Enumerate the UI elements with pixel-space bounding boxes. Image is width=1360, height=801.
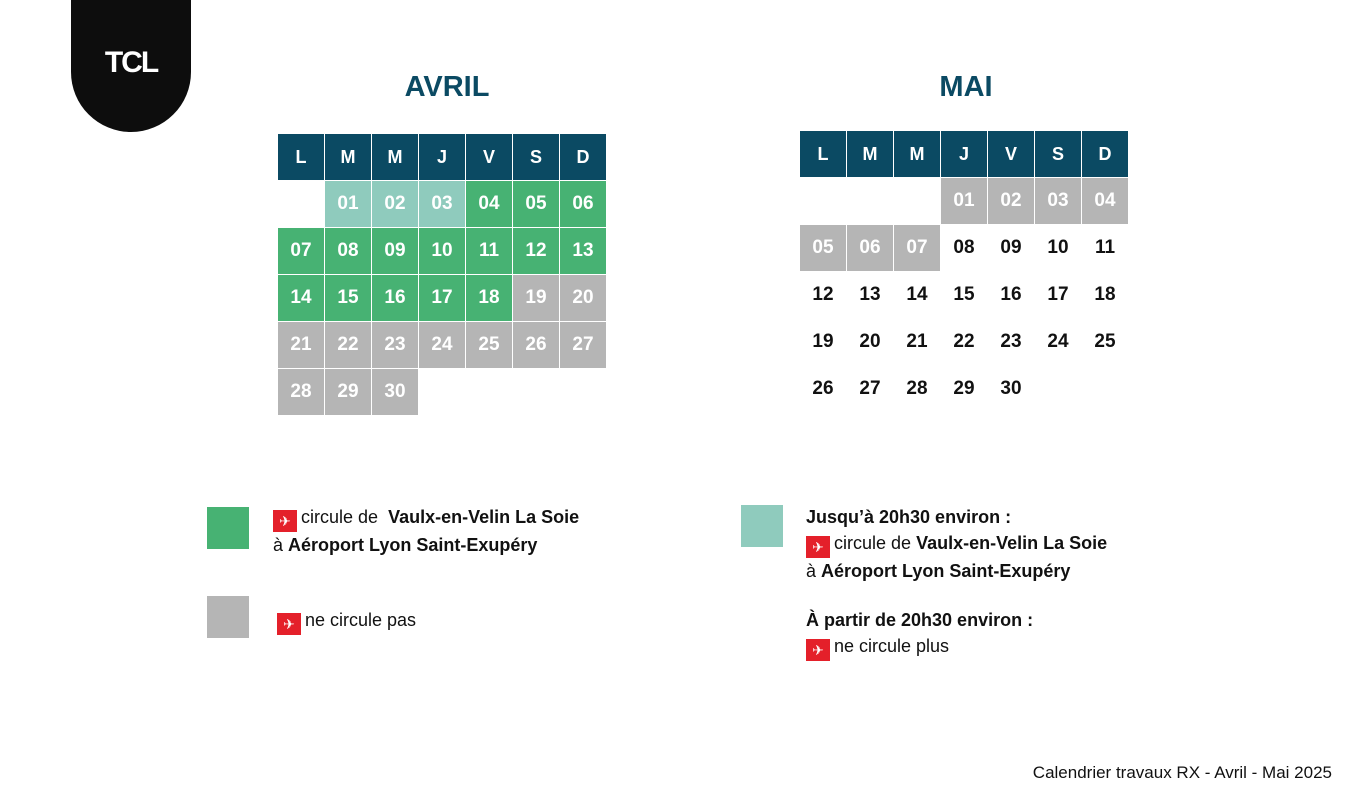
day-cell: 29 (941, 366, 987, 412)
week-row (278, 228, 607, 275)
legend-grey-text (277, 607, 416, 635)
day-cell: 26 (513, 322, 559, 368)
day-cell: 10 (419, 228, 465, 274)
day-cell: 10 (1035, 225, 1081, 271)
day-cell: 05 (513, 181, 559, 227)
week-row (278, 369, 607, 416)
week-row (800, 366, 1129, 413)
weekday-header: M (847, 131, 893, 177)
day-cell: 21 (278, 322, 324, 368)
day-cell: 19 (800, 319, 846, 365)
legend-teal-destination: Aéroport Lyon Saint-Exupéry (821, 561, 1071, 581)
day-cell: 27 (560, 322, 606, 368)
day-cell: 16 (372, 275, 418, 321)
legend-teal-label: ne circule plus (834, 636, 950, 656)
empty-cell (847, 178, 893, 224)
empty-cell (894, 178, 940, 224)
day-cell: 14 (278, 275, 324, 321)
day-cell: 09 (988, 225, 1034, 271)
legend-teal-text (806, 504, 1107, 584)
day-cell: 12 (800, 272, 846, 318)
day-cell: 02 (988, 178, 1034, 224)
legend-green-mid: à (273, 535, 284, 555)
legend-green-swatch (207, 507, 249, 549)
empty-cell (513, 369, 559, 415)
april-calendar (278, 134, 607, 416)
day-cell: 07 (278, 228, 324, 274)
weekday-header: M (372, 134, 418, 180)
day-cell: 11 (466, 228, 512, 274)
footer-caption: Calendrier travaux RX - Avril - Mai 2025 (1032, 763, 1332, 782)
week-row (800, 272, 1129, 319)
weekday-header: L (800, 131, 846, 177)
weekday-header: S (513, 134, 559, 180)
empty-cell (466, 369, 512, 415)
day-cell: 13 (560, 228, 606, 274)
airplane-icon: ✈ (806, 639, 830, 661)
day-cell: 18 (1082, 272, 1128, 318)
day-cell: 23 (372, 322, 418, 368)
legend-teal-heading-from: À partir de 20h30 environ : (806, 610, 1034, 630)
weekday-header: L (278, 134, 324, 180)
day-cell: 01 (325, 181, 371, 227)
weekday-header: D (1082, 131, 1128, 177)
april-title: AVRIL (404, 71, 490, 103)
day-cell: 20 (847, 319, 893, 365)
week-row (800, 225, 1129, 272)
weekday-header: M (894, 131, 940, 177)
day-cell: 24 (419, 322, 465, 368)
legend-green-origin: Vaulx-en-Velin La Soie (388, 507, 580, 527)
day-cell: 13 (847, 272, 893, 318)
day-cell: 14 (894, 272, 940, 318)
day-cell: 01 (941, 178, 987, 224)
day-cell: 02 (372, 181, 418, 227)
day-cell: 08 (941, 225, 987, 271)
legend-teal-swatch (741, 505, 783, 547)
day-cell: 20 (560, 275, 606, 321)
day-cell: 27 (847, 366, 893, 412)
day-cell: 06 (560, 181, 606, 227)
empty-cell (560, 369, 606, 415)
empty-cell (1035, 366, 1081, 412)
day-cell: 04 (1082, 178, 1128, 224)
tcl-logo (71, 0, 191, 132)
empty-cell (419, 369, 465, 415)
empty-cell (800, 178, 846, 224)
weekday-header: S (1035, 131, 1081, 177)
weekday-header: J (419, 134, 465, 180)
day-cell: 06 (847, 225, 893, 271)
weekday-header: J (941, 131, 987, 177)
legend-green-prefix: circule de (301, 507, 379, 527)
day-cell: 09 (372, 228, 418, 274)
day-cell: 19 (513, 275, 559, 321)
logo-text: TCL (104, 46, 158, 79)
legend-grey-swatch (207, 596, 249, 638)
weekday-header: M (325, 134, 371, 180)
day-cell: 16 (988, 272, 1034, 318)
legend-teal-mid: à (806, 561, 817, 581)
day-cell: 23 (988, 319, 1034, 365)
airplane-icon: ✈ (273, 510, 297, 532)
weekday-header-row (800, 131, 1129, 178)
legend-teal-heading-until: Jusqu’à 20h30 environ : (806, 507, 1012, 527)
week-row (800, 319, 1129, 366)
may-title: MAI (939, 71, 993, 103)
legend-teal-after (806, 607, 1033, 661)
week-row (278, 322, 607, 369)
day-cell: 03 (1035, 178, 1081, 224)
day-cell: 24 (1035, 319, 1081, 365)
day-cell: 26 (800, 366, 846, 412)
legend-teal-origin: Vaulx-en-Velin La Soie (916, 533, 1108, 553)
legend-grey-label: ne circule pas (305, 610, 417, 630)
day-cell: 29 (325, 369, 371, 415)
day-cell: 25 (1082, 319, 1128, 365)
empty-cell (278, 181, 324, 227)
day-cell: 28 (278, 369, 324, 415)
day-cell: 05 (800, 225, 846, 271)
day-cell: 04 (466, 181, 512, 227)
week-row (278, 275, 607, 322)
day-cell: 07 (894, 225, 940, 271)
weekday-header: V (988, 131, 1034, 177)
week-row (278, 181, 607, 228)
weekday-header-row (278, 134, 607, 181)
week-row (800, 178, 1129, 225)
day-cell: 03 (419, 181, 465, 227)
day-cell: 17 (419, 275, 465, 321)
day-cell: 15 (325, 275, 371, 321)
day-cell: 11 (1082, 225, 1128, 271)
legend-teal-prefix: circule de (834, 533, 912, 553)
day-cell: 21 (894, 319, 940, 365)
legend-green-text (273, 504, 579, 558)
weekday-header: V (466, 134, 512, 180)
day-cell: 22 (325, 322, 371, 368)
day-cell: 17 (1035, 272, 1081, 318)
day-cell: 30 (988, 366, 1034, 412)
day-cell: 12 (513, 228, 559, 274)
day-cell: 25 (466, 322, 512, 368)
day-cell: 18 (466, 275, 512, 321)
airplane-icon: ✈ (806, 536, 830, 558)
day-cell: 15 (941, 272, 987, 318)
day-cell: 28 (894, 366, 940, 412)
day-cell: 08 (325, 228, 371, 274)
weekday-header: D (560, 134, 606, 180)
empty-cell (1082, 366, 1128, 412)
airplane-icon: ✈ (277, 613, 301, 635)
day-cell: 22 (941, 319, 987, 365)
may-calendar (800, 131, 1129, 413)
legend-green-destination: Aéroport Lyon Saint-Exupéry (288, 535, 538, 555)
day-cell: 30 (372, 369, 418, 415)
